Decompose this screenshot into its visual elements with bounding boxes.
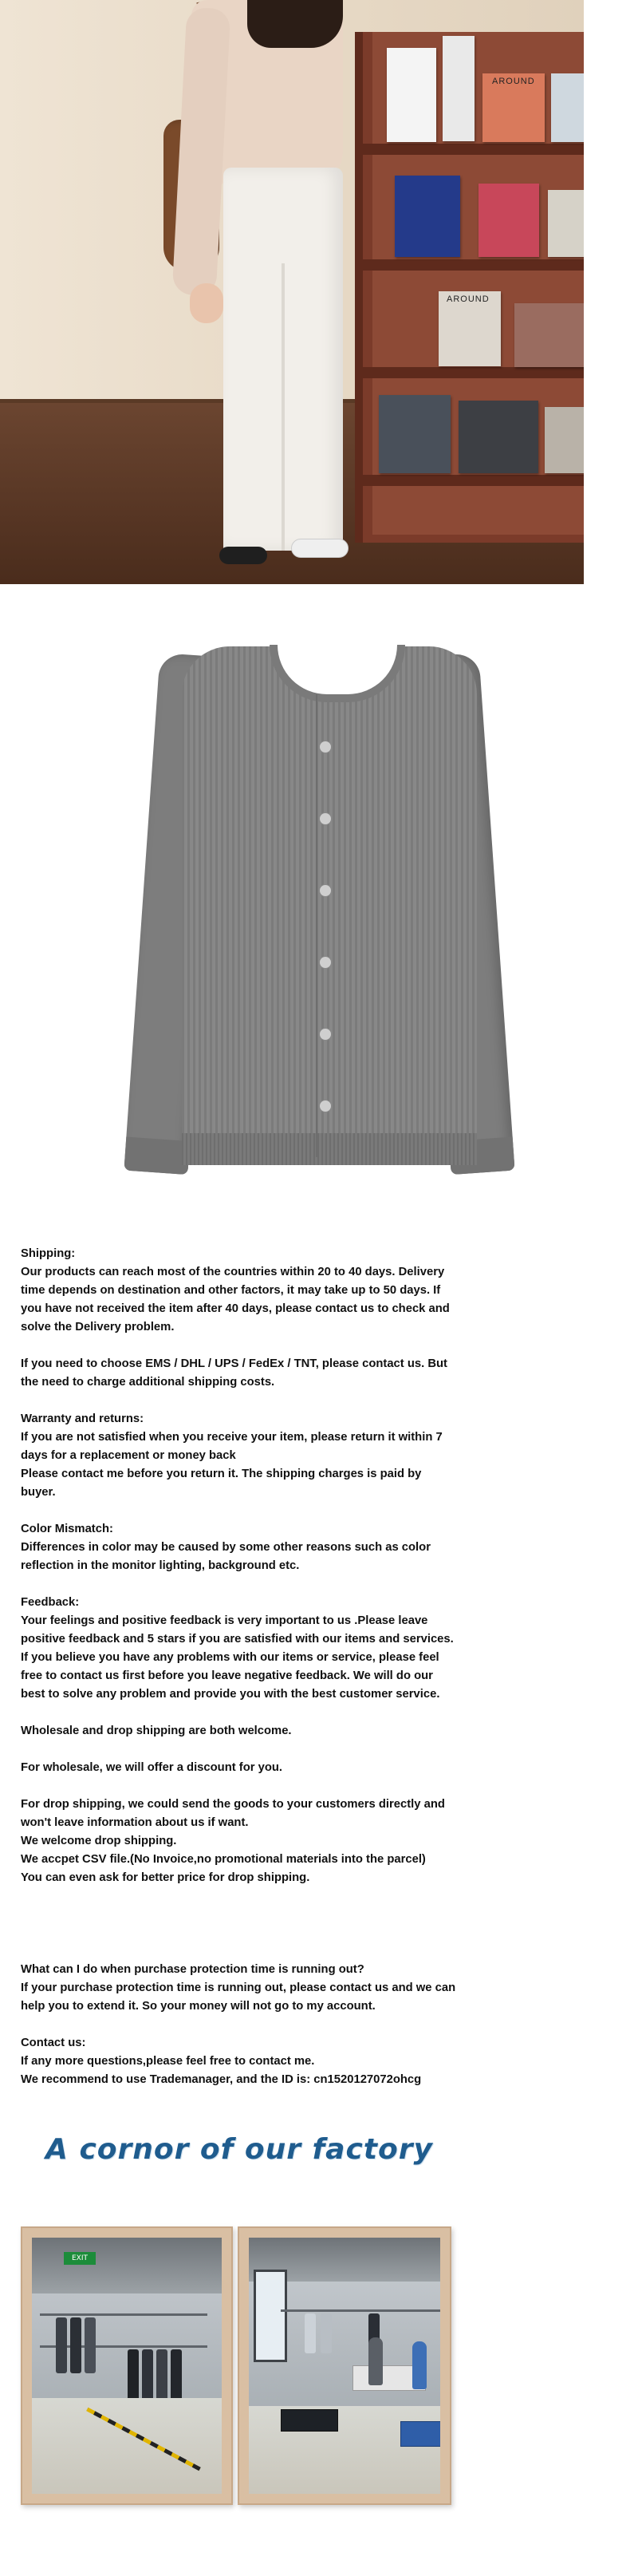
button [319, 812, 332, 825]
arm [172, 7, 231, 296]
book [379, 395, 451, 473]
wholesale-discount-line [21, 1759, 461, 1777]
hanging-garment [321, 2313, 332, 2353]
button [319, 1100, 332, 1112]
text-line: If you believe you have any problems with our items or service, please feel [21, 1651, 439, 1664]
shoe [291, 539, 349, 558]
text-line: positive feedback and 5 stars if you are satisfied with our items and services. [21, 1633, 454, 1646]
book [545, 407, 584, 473]
text-line: best to solve any problem and provide you with the best customer service. [21, 1688, 440, 1701]
text-line: Wholesale and drop shipping are both welcome. [21, 1725, 292, 1737]
protection-heading: What can I do when purchase protection time is running out? [21, 1963, 364, 1976]
clothing-rail [281, 2309, 440, 2312]
bookshelf [355, 32, 584, 543]
text-line: Please contact me before you return it. The shipping charges is paid by [21, 1468, 422, 1480]
text-line: the need to charge additional shipping costs. [21, 1376, 275, 1389]
product-photo-grey-cardigan [0, 606, 584, 1197]
text-line: If you need to choose EMS / DHL / UPS / FedEx / TNT, please contact us. But [21, 1357, 447, 1370]
drop-shipping-section [21, 1796, 461, 1887]
factory-photo-frame [21, 2226, 233, 2505]
hair [247, 0, 343, 48]
book [551, 73, 584, 142]
book [478, 184, 539, 257]
book-title: AROUND [447, 294, 490, 304]
book [443, 36, 475, 141]
button-placket [316, 694, 333, 1157]
text-line: reflection in the monitor lighting, background etc. [21, 1559, 300, 1572]
book [482, 73, 545, 142]
color-mismatch-section [21, 1520, 461, 1575]
hanging-garment [305, 2313, 316, 2353]
book-title: AROUND [492, 77, 535, 86]
book [514, 303, 584, 367]
shoe [219, 547, 267, 564]
worker [368, 2337, 383, 2385]
factory-photo-frame [238, 2226, 451, 2505]
factory-photo-workshop [249, 2238, 440, 2494]
clothing-rail [40, 2313, 207, 2316]
contact-section [21, 2034, 461, 2089]
book [395, 176, 460, 257]
hand [190, 283, 223, 323]
carriers-section [21, 1355, 461, 1392]
text-line: If your purchase protection time is running out, please contact us and we can [21, 1981, 456, 1994]
feedback-section [21, 1594, 461, 1704]
color-mismatch-heading: Color Mismatch: [21, 1523, 113, 1535]
book [387, 48, 436, 142]
warranty-heading: Warranty and returns: [21, 1412, 144, 1425]
book [439, 291, 501, 366]
button [319, 956, 332, 969]
shipping-heading: Shipping: [21, 1247, 76, 1260]
book [459, 401, 538, 473]
text-line: For wholesale, we will offer a discount for you. [21, 1761, 283, 1774]
factory-photo-warehouse [32, 2238, 222, 2494]
book [548, 190, 584, 257]
exit-sign: EXIT [64, 2252, 96, 2265]
text-line: free to contact us first before you leave negative feedback. We will do our [21, 1669, 433, 1682]
text-line: Differences in color may be caused by some other reasons such as color [21, 1541, 431, 1554]
text-line: Your feelings and positive feedback is very important to us .Please leave [21, 1614, 428, 1627]
text-line: solve the Delivery problem. [21, 1321, 175, 1333]
hanging-garment [85, 2317, 96, 2373]
button [319, 1028, 332, 1041]
text-line: We welcome drop shipping. [21, 1835, 177, 1847]
text-line: If you are not satisfied when you receive your item, please return it within 7 [21, 1431, 443, 1444]
seller-policy-text [21, 1245, 461, 2108]
text-line: We recommend to use Trademanager, and the ID is: cn1520127072ohcg [21, 2073, 422, 2086]
warranty-section [21, 1410, 461, 1502]
factory-title: A cornor of our factory [45, 2133, 433, 2166]
text-line: help you to extend it. So your money will not go to my account. [21, 2000, 376, 2013]
protection-section [21, 1961, 461, 2016]
feedback-heading: Feedback: [21, 1596, 80, 1609]
text-line: you have not received the item after 40 days, please contact us to check and [21, 1302, 450, 1315]
hanging-garment [56, 2317, 67, 2373]
text-line: days for a replacement or money back [21, 1449, 236, 1462]
model [163, 0, 363, 584]
window [254, 2270, 287, 2362]
fabric-pile [281, 2409, 338, 2432]
text-line: We accpet CSV file.(No Invoice,no promotional materials into the parcel) [21, 1853, 426, 1866]
button [319, 884, 332, 897]
text-line: Our products can reach most of the countries within 20 to 40 days. Delivery [21, 1266, 445, 1278]
hero-model-photo [0, 0, 584, 584]
text-line: won't leave information about us if want. [21, 1816, 249, 1829]
text-line: time depends on destination and other factors, it may take up to 50 days. If [21, 1284, 441, 1297]
wholesale-drop-line [21, 1722, 461, 1740]
text-line: If any more questions,please feel free to contact me. [21, 2055, 315, 2068]
button [319, 741, 332, 753]
text-line: For drop shipping, we could send the goods to your customers directly and [21, 1798, 445, 1811]
worker [412, 2341, 427, 2389]
text-line: You can even ask for better price for drop shipping. [21, 1871, 310, 1884]
shipping-section [21, 1245, 461, 1337]
bin [400, 2421, 440, 2447]
hanging-garment [70, 2317, 81, 2373]
contact-heading: Contact us: [21, 2037, 86, 2049]
text-line: buyer. [21, 1486, 56, 1499]
